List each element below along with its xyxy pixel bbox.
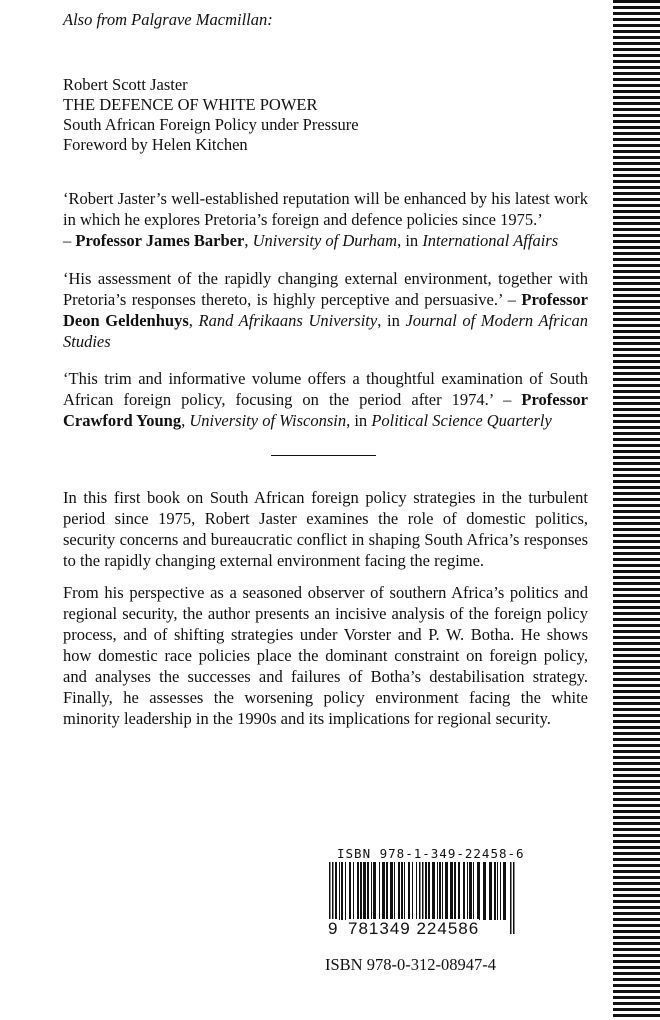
quote-in: , in	[397, 231, 423, 250]
barcode-bar	[335, 862, 337, 920]
paragraph-line: process, and of shifting strategies under Vorster and P. W. Botha. He shows	[63, 625, 588, 644]
paragraph-line: and analyses the successes and failures of Botha’s destabilisation strategy.	[63, 667, 588, 686]
barcode-bar	[432, 862, 435, 920]
review-quote-barber: ‘Robert Jaster’s well-established reputation will be enhanced by his latest work in which he explores Pretoria’s foreign and defence policies since 1975.’ – Professor James Barber, University of Durham, in International Affairs	[63, 189, 588, 250]
paragraph-line: period since 1975, Robert Jaster examines the role of domestic politics,	[63, 509, 588, 528]
paragraph-line: minority leadership in the 1990s and its implications for regional security.	[63, 709, 551, 728]
barcode-bar	[450, 862, 453, 920]
quote-reviewer-name: Professor James Barber	[75, 231, 245, 250]
barcode-bar	[494, 862, 496, 920]
description-paragraph-2	[63, 582, 588, 729]
quote-publication: Journal of Modern African	[405, 311, 588, 330]
barcode-bar	[503, 862, 506, 920]
barcode-bar	[357, 862, 359, 920]
barcode-bar	[401, 862, 403, 920]
barcode-bar	[363, 862, 366, 920]
barcode-bar	[394, 862, 395, 920]
quote-publication: Political Science Quarterly	[371, 411, 552, 430]
barcode-bar	[469, 862, 472, 920]
barcode-bar	[467, 862, 468, 920]
paragraph-line: Finally, he assesses the worsening policy environment facing the white	[63, 688, 588, 707]
quote-dash: –	[502, 290, 522, 309]
paragraph-line: to the rapidly changing external environment facing the regime.	[63, 551, 485, 570]
barcode-bar	[439, 862, 441, 920]
quote-text-line: African foreign policy, focusing on the period after 1974.’	[63, 390, 494, 409]
barcode-bar	[473, 862, 474, 920]
quote-text-line: ‘This trim and informative volume offers a thoughtful examination of South	[63, 369, 588, 388]
quote-text-line: Pretoria’s responses thereto, is highly perceptive and persuasive.’	[63, 290, 503, 309]
barcode-bar	[428, 862, 430, 920]
paragraph-line: From his perspective as a seasoned observer of southern Africa’s politics and	[63, 583, 588, 602]
barcode-bar	[454, 862, 456, 920]
barcode-bar	[349, 862, 351, 920]
barcode-bar	[386, 862, 388, 920]
quote-in: , in	[377, 311, 406, 330]
paragraph-line: In this first book on South African foreign policy strategies in the turbulent	[63, 488, 588, 507]
barcode-bar	[408, 862, 410, 920]
barcode-bar	[513, 862, 515, 934]
barcode-bar	[398, 862, 400, 920]
barcode-bar	[404, 862, 405, 920]
quote-reviewer-title: Professor	[521, 390, 589, 409]
barcode-bar	[445, 862, 448, 920]
barcode-bar	[489, 862, 492, 920]
barcode-bar	[416, 862, 417, 920]
quote-text-line: in which he explores Pretoria’s foreign and defence policies since 1975.’	[63, 210, 543, 229]
barcode-bar	[442, 862, 443, 920]
review-quote-geldenhuys: ‘His assessment of the rapidly changing external environment, together with Pretoria’s responses thereto, is highly perceptive and persuasive.’ – Professor Deon Geldenhuys, Rand Afrikaans University, in Journal of Modern African Studies	[63, 269, 588, 351]
paragraph-line: regional security, the author presents an incisive analysis of the foreign policy	[63, 604, 588, 623]
barcode-bar	[382, 862, 385, 920]
quote-publication: International Affairs	[422, 231, 559, 250]
quote-affiliation: University of Wisconsin	[189, 411, 347, 430]
description-paragraph-1	[63, 487, 588, 571]
paragraph-line: how domestic race policies place the dominant constraint on foreign policy,	[63, 646, 588, 665]
paragraph-line: security concerns and bureaucratic conflict in shaping South Africa’s responses	[63, 530, 588, 549]
listing-title: THE DEFENCE OF WHITE POWER	[63, 95, 318, 114]
barcode-bar	[463, 862, 465, 920]
barcode-bar	[458, 862, 460, 920]
isbn-bottom: ISBN 978-0-312-08947-4	[325, 955, 496, 974]
barcode-bar	[390, 862, 393, 920]
barcode-digit-groups: 781349 224586	[348, 919, 480, 938]
barcode-bar	[483, 862, 486, 920]
barcode-bar	[345, 862, 346, 920]
barcode-bar	[497, 862, 498, 920]
listing-author: Robert Scott Jaster	[63, 75, 188, 94]
barcode-bar	[477, 862, 480, 920]
listing-foreword: Foreword by Helen Kitchen	[63, 135, 248, 154]
barcode-bar	[339, 862, 340, 920]
barcode-bar	[360, 862, 362, 920]
barcode-first-digit: 9	[328, 919, 339, 938]
barcode-bar	[379, 862, 380, 920]
quote-text-line: ‘Robert Jaster’s well-established reputation will be enhanced by his latest work	[63, 189, 588, 208]
quote-affiliation: Rand Afrikaans University	[198, 311, 378, 330]
barcode-bar	[425, 862, 427, 920]
barcode-bar	[353, 862, 354, 920]
quote-affiliation: University of Durham	[252, 231, 398, 250]
also-from-heading: Also from Palgrave Macmillan:	[63, 10, 273, 29]
quote-in: , in	[346, 411, 372, 430]
quote-publication-cont: Studies	[63, 332, 111, 351]
quote-reviewer-name: Deon Geldenhuys	[63, 311, 189, 330]
book-listing	[63, 75, 359, 155]
quote-dash: –	[493, 390, 522, 409]
barcode-bar	[412, 862, 413, 920]
listing-subtitle: South African Foreign Policy under Pressure	[63, 115, 359, 134]
barcode-bar	[371, 862, 372, 920]
barcode-bar	[500, 862, 501, 920]
barcode-bar	[437, 862, 438, 920]
barcode-bar	[367, 862, 369, 920]
quote-reviewer-title: Professor	[521, 290, 588, 309]
barcode-isbn-label: ISBN 978-1-349-22458-6	[337, 846, 525, 861]
quote-text-line: ‘His assessment of the rapidly changing external environment, together with	[63, 269, 588, 288]
section-divider	[271, 455, 376, 456]
barcode-bar	[510, 862, 512, 934]
spine-stripes	[613, 0, 660, 1020]
barcode-bar	[373, 862, 376, 920]
barcode-bar	[341, 862, 343, 920]
quote-reviewer-name: Crawford Young	[63, 411, 182, 430]
quote-dash: –	[63, 231, 76, 250]
review-quote-young: ‘This trim and informative volume offers a thoughtful examination of South African foreign policy, focusing on the period after 1974.’ – Professor Crawford Young, University of Wisconsin, in Political Science Quarterly	[63, 369, 589, 430]
